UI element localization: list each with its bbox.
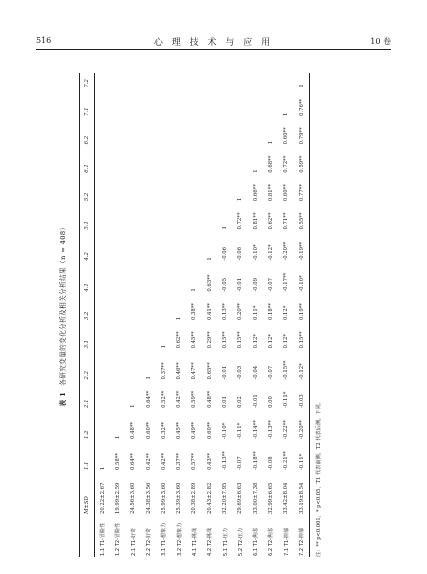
column-header: 2.2 [84,371,90,380]
table-cell: 0.15** [222,331,229,349]
table-cell [202,117,217,145]
table-cell [126,174,141,202]
table-note: 注：** p<0.001，* p<0.05，T1 代表前测，T2 代表后测，下同。 [316,399,323,557]
row-label: 5.1 T1-压力 [222,527,229,556]
table-row [294,73,310,557]
column-header: 3.2 [84,311,90,321]
table-cell [126,202,141,230]
table-cell [217,174,232,202]
journal-title: 心 理 技 术 与 应 用 [153,38,274,48]
table-cell: -0.12* [298,363,305,380]
table-cell: -0.07 [267,365,274,380]
table-cell [187,117,202,145]
table-cell: -0.09 [252,278,259,292]
table-cell [110,293,125,321]
table-cell [141,174,156,202]
table-cell: 0.48** [130,421,137,439]
table-cell: 0.45** [176,421,183,439]
table-cell: -0.08 [267,456,274,470]
table-cell: 0.46** [176,362,183,380]
table-cell [126,321,141,349]
table-cell [95,409,111,440]
column-header: 4.2 [84,252,90,261]
table-cell: -0.03 [237,365,244,380]
table-cell: 0.77** [298,184,305,202]
table-cell: 0.55** [298,212,305,230]
table-cell [171,117,186,145]
table-cell [95,174,111,202]
table-cell: -0.15** [283,360,290,380]
row-label: 2.1 T1-好奇 [130,527,137,556]
table-caption-label: 表 1 [59,391,67,407]
table-cell: 1 [145,376,152,380]
table-cell: -0.12* [267,244,274,261]
column-header: 6.1 [84,164,90,173]
table-cell: -0.19** [298,241,305,261]
table-cell: 1 [206,257,213,261]
table-cell: 1 [191,288,198,292]
table-cell: 19.99±2.59 [114,482,121,514]
table-cell: -0.14** [252,420,259,439]
table-cell [95,349,111,380]
table-cell: -0.10* [298,275,305,292]
table-cell [141,117,156,145]
table-cell: 1 [267,140,274,145]
table-cell: 0.79** [298,127,305,145]
table-cell [126,262,141,293]
table-cell [233,89,248,117]
table-row [126,73,141,557]
table-cell [187,231,202,262]
table-cell [141,202,156,230]
table-cell [95,293,111,321]
table-cell [110,202,125,230]
table-cell: 0.15** [237,331,244,349]
table-cell: 0.72** [237,212,244,230]
table-cell: 0.32** [160,421,167,439]
table-cell [187,73,202,89]
table-cell [156,117,171,145]
table-cell: 33.19±8.54 [298,482,305,514]
table-cell [95,380,111,408]
table-cell: 0.41** [206,302,213,321]
table-cell: 33.42±8.04 [283,482,290,514]
column-header: 3.1 [84,339,90,349]
table-cell [171,145,186,173]
table-cell: 0.59** [191,390,198,408]
table-cell: -0.07 [267,278,274,292]
table-cell: 1 [222,226,229,230]
table-cell: 1 [160,345,167,349]
table-cell: 0.43** [206,452,213,470]
table-cell [171,89,186,117]
table-cell: 0.00 [267,396,274,408]
table-cell: 20.22±2.67 [99,482,106,514]
table-cell: 0.64** [145,390,152,408]
column-header: 7.1 [84,107,90,116]
row-label: 1.2 T2-冒险性 [115,522,122,556]
table-cell: 0.65** [206,362,213,380]
table-cell: 32.99±6.65 [267,482,274,514]
table-cell [156,145,171,173]
table-cell: 0.37** [160,362,167,380]
table-cell [187,202,202,230]
table-cell [202,73,217,89]
table-cell [95,73,111,89]
table-cell [141,231,156,262]
table-cell [187,145,202,173]
page-number: 516 [36,36,52,45]
table-cell [171,231,186,262]
table-cell [126,117,141,145]
table-row [141,73,156,557]
table-cell [202,89,217,117]
table-cell [233,73,248,89]
table-cell [126,73,141,89]
table-cell: 0.58** [114,452,121,470]
table-cell: 0.19** [298,302,305,321]
table-cell: 0.62** [176,331,183,349]
table-cell: 0.11* [252,305,259,321]
table-cell: -0.05 [222,278,229,292]
table-cell [126,89,141,117]
table-cell: -0.06 [237,246,244,261]
table-cell [187,89,202,117]
column-header: 7.2 [84,79,90,88]
table-cell: 25.99±3.60 [160,482,167,514]
table-cell: 0.29** [206,331,213,349]
table-cell: 0.66** [252,184,259,202]
row-label: 2.2 T2-好奇 [146,527,153,556]
table-cell: -0.03 [298,394,305,408]
correlation-table [79,73,310,557]
table-cell [126,145,141,173]
row-label: 5.2 T2-压力 [237,527,244,556]
table-cell [202,145,217,173]
table-cell [110,262,125,293]
table-row [217,73,232,557]
table-cell [110,145,125,173]
row-label: 4.2 T2-挑战 [207,527,214,556]
table-cell [156,174,171,202]
table-cell: 0.18** [267,302,274,321]
table-cell [217,117,232,145]
table-cell: -0.22** [283,420,290,439]
table-cell [156,293,171,321]
table-cell [156,202,171,230]
table-cell: 0.12* [267,333,274,349]
table-cell [126,231,141,262]
table-cell: -0.04 [252,365,259,380]
table-row [248,73,263,557]
table-cell: 0.12* [283,333,290,349]
table-cell: 0.48** [206,390,213,408]
page-header [36,34,391,48]
table-cell: 0.68** [267,155,274,173]
table-cell: -0.11* [237,422,244,439]
row-label: 7.1 T1-抑郁 [283,527,290,556]
table-cell [156,89,171,117]
table-cell [95,145,111,173]
table-cell [248,117,263,145]
table-cell [279,73,294,89]
table-cell: 0.60** [145,421,152,439]
column-header: 1.1 [84,461,90,470]
table-cell: 0.47** [191,362,198,380]
table-cell: 1 [176,316,183,321]
table-cell: 24.38±3.56 [145,482,152,514]
table-cell: 0.12* [283,305,290,321]
table-caption [49,65,71,565]
table-cell: -0.11* [298,453,305,470]
table-cell: 0.02 [237,396,244,408]
table-cell: -0.20** [298,420,305,439]
table-cell [141,145,156,173]
column-header: 5.2 [84,192,90,202]
table-cell [156,73,171,89]
table-cell [248,89,263,117]
table-cell [110,117,125,145]
table-cell: -0.07 [237,456,244,470]
row-label: 7.2 T2-抑郁 [299,527,305,556]
table-cell [187,174,202,202]
column-header [80,515,95,557]
table-cell: -0.13** [222,451,229,470]
table-cell: 29.69±6.63 [237,482,244,514]
table-cell: 24.56±3.60 [130,482,137,514]
table-row [156,73,171,557]
table-cell [95,202,111,230]
table-cell [110,89,125,117]
table-cell: 1 [283,112,290,116]
row-label: 1.1 T1-冒险性 [100,522,107,556]
table-cell: -0.20** [283,241,290,261]
table-cell [141,262,156,293]
table-row [110,73,125,557]
table-cell: 0.60** [206,421,213,439]
table-cell [126,349,141,380]
table-cell [171,73,186,89]
table-cell [95,321,111,349]
column-header: 2.1 [84,399,90,408]
row-label: 6.1 T1-焦虑 [253,527,260,556]
table-cell: -0.18** [252,451,259,470]
row-label: 3.2 T2-想象力 [176,522,183,556]
table-cell: 20.38±2.89 [191,482,198,514]
table-cell [95,262,111,293]
table-cell: 0.01 [222,396,229,408]
table-cell [141,321,156,349]
table-cell: 0.12* [252,333,259,349]
table-cell [233,117,248,145]
header-rule [36,49,391,50]
table-cell: 1 [99,466,106,470]
table-row [171,73,186,557]
table-cell: -0.11* [283,391,290,408]
table-cell [217,89,232,117]
table-cell: 33.00±7.38 [252,482,259,514]
table-cell [171,174,186,202]
table-cell: 0.13** [222,302,229,321]
volume-label: 10 卷 [370,37,391,46]
table-cell [95,231,111,262]
table-row [263,73,278,557]
table-cell [110,321,125,349]
table-cell: 0.20** [237,302,244,321]
table-cell: -0.17** [283,272,290,292]
table-cell: 25.39±3.60 [176,482,183,514]
table-cell: -0.13** [267,420,274,439]
table-row [279,73,294,557]
table-cell: 0.15** [298,331,305,349]
table-cell: 0.45** [191,331,198,349]
table-cell: -0.06 [222,246,229,261]
table-cell: -0.01 [237,278,244,292]
table-cell: 1 [298,84,305,88]
table-cell [233,145,248,173]
table-row [233,73,248,557]
table-cell: 0.64** [130,452,137,470]
table-cell: 0.42** [145,452,152,470]
table-cell: 0.38** [191,302,198,321]
row-label: 4.1 T1-挑战 [191,527,198,556]
table-cell [110,73,125,89]
table-cell: 0.60** [283,184,290,202]
column-header: 4.1 [84,283,90,292]
table-cell: 0.37** [176,452,183,470]
row-label: 3.1 T1-想象力 [161,522,168,556]
table-cell: 0.72** [283,155,290,173]
table-cell: 1 [130,404,137,408]
table-cell [202,174,217,202]
table-cell [248,73,263,89]
table-header-row [80,73,95,557]
table-cell: 1 [114,435,121,439]
table-cell: 1 [237,197,244,202]
table-cell [110,231,125,262]
table-cell [95,117,111,145]
table-cell: -0.01 [222,365,229,380]
table-cell: -0.01 [252,394,259,408]
table-cell [217,73,232,89]
table-cell: -0.10* [222,422,229,439]
column-header: 1.2 [84,430,90,439]
table-cell: 0.57** [191,452,198,470]
table-cell: 0.81** [252,212,259,230]
table-cell [263,89,278,117]
table-cell: 20.43±2.82 [206,482,213,514]
column-header: M±SD [84,496,90,514]
rotated-table-block [49,65,379,565]
table-cell [171,262,186,293]
column-header: 6.2 [84,135,90,145]
table-cell: 0.60** [283,127,290,145]
table-cell [110,174,125,202]
table-cell [171,202,186,230]
table-cell [217,145,232,173]
table-caption-text: 各研究变量的变化分析及相关分析结果（n = 408） [59,223,67,386]
table-cell: 0.49** [191,421,198,439]
table-cell: 0.81** [267,184,274,202]
table-cell: 0.42** [176,390,183,408]
table-cell: 0.71** [283,212,290,230]
table-cell [202,202,217,230]
table-cell [141,73,156,89]
table-body [95,73,310,557]
table-cell: -0.10* [252,244,259,261]
table-cell [141,293,156,321]
table-cell: 0.42** [160,452,167,470]
table-cell: 1 [252,169,259,173]
table-row [187,73,202,557]
table-cell [95,89,111,117]
table-cell: 0.63** [206,274,213,292]
table-row [95,73,111,557]
table-cell: 0.76** [298,98,305,116]
table-cell: 32.20±7.95 [222,482,229,514]
table-cell [141,89,156,117]
table-cell [156,231,171,262]
table-cell [263,73,278,89]
table-row [202,73,217,557]
table-cell: 0.52** [160,390,167,408]
table-cell: 0.62** [267,212,274,230]
table-cell [110,380,125,408]
table-cell [156,262,171,293]
row-label: 6.2 T2-焦虑 [268,527,275,556]
table-cell [110,349,125,380]
table-cell: 0.59** [298,155,305,173]
column-header: 5.1 [84,221,90,230]
table-cell [126,293,141,321]
table-cell: -0.21** [283,451,290,470]
